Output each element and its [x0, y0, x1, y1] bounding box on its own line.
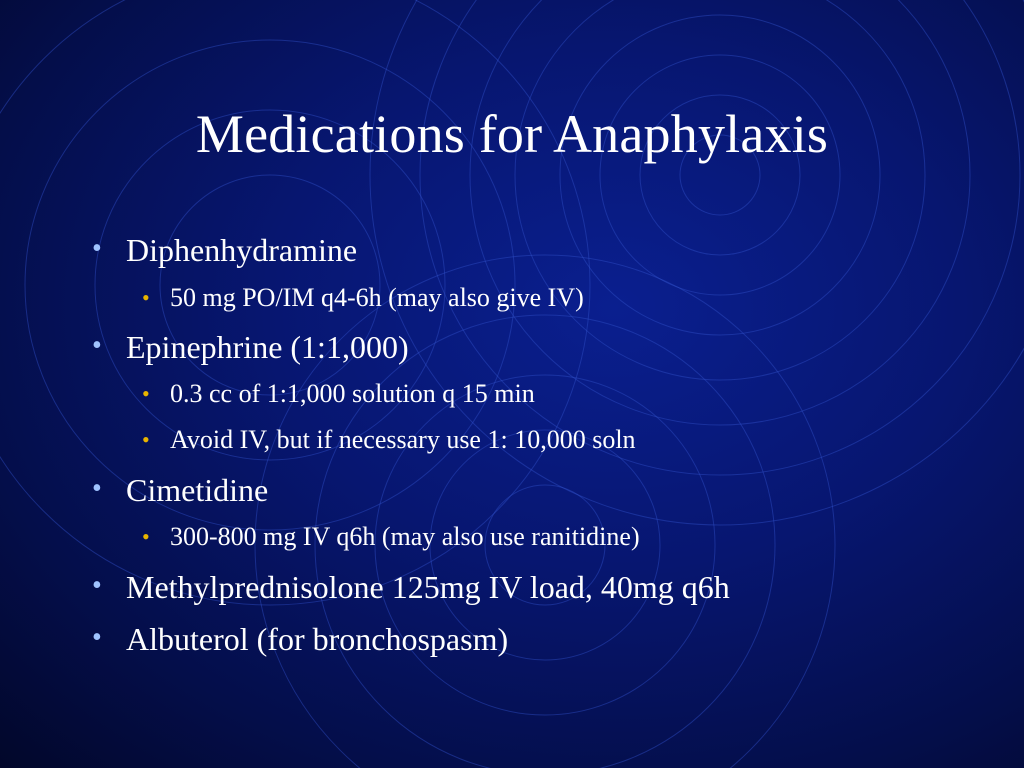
bullet-dot-icon: •	[92, 233, 102, 264]
bullet-text: Albuterol (for bronchospasm)	[126, 621, 509, 657]
bullet-item	[92, 568, 730, 606]
sub-bullet-item	[142, 521, 640, 553]
bullet-dot-icon: •	[92, 473, 102, 504]
bullet-dot-icon: •	[92, 570, 102, 601]
sub-bullet-text: 50 mg PO/IM q4-6h (may also give IV)	[170, 283, 584, 312]
sub-bullet-item	[142, 378, 535, 410]
sub-bullet-item	[142, 424, 636, 456]
bullet-item	[92, 328, 409, 366]
bullet-item	[92, 231, 358, 269]
bullet-text: Epinephrine (1:1,000)	[126, 329, 409, 365]
bullet-dot-icon: •	[92, 330, 102, 361]
bullet-text: Cimetidine	[126, 472, 269, 508]
bullet-item	[92, 471, 269, 509]
sub-bullet-item	[142, 282, 584, 314]
sub-bullet-dot-icon: •	[142, 285, 150, 310]
sub-bullet-dot-icon: •	[142, 381, 150, 406]
bullet-dot-icon: •	[92, 622, 102, 653]
sub-bullet-dot-icon: •	[142, 427, 150, 452]
bullet-text: Methylprednisolone 125mg IV load, 40mg q6h	[126, 569, 730, 605]
slide-title: Medications for Anaphylaxis	[195, 104, 829, 164]
sub-bullet-text: 0.3 cc of 1:1,000 solution q 15 min	[170, 379, 535, 408]
sub-bullet-dot-icon: •	[142, 524, 150, 549]
sub-bullet-text: 300-800 mg IV q6h (may also use ranitidine)	[170, 522, 640, 551]
bullet-item	[92, 620, 509, 658]
bullet-text: Diphenhydramine	[126, 232, 358, 268]
sub-bullet-text: Avoid IV, but if necessary use 1: 10,000 soln	[170, 425, 636, 454]
